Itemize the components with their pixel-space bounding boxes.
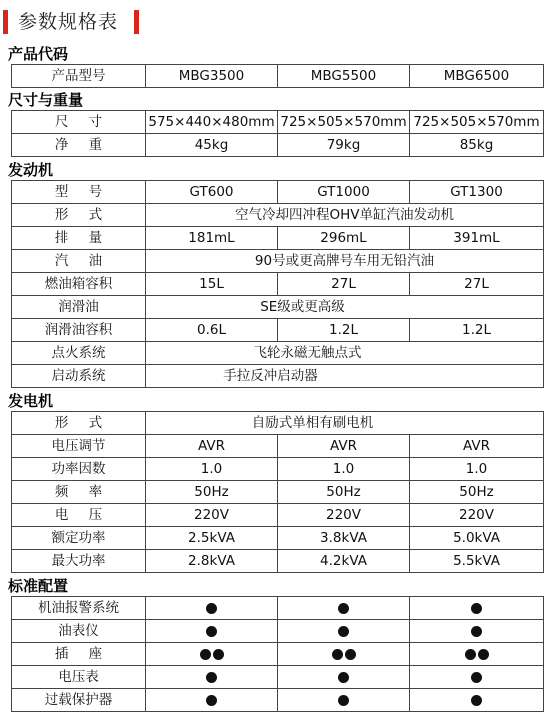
row-label: 点火系统 <box>12 342 146 365</box>
row-label: 过载保护器 <box>12 689 146 712</box>
cell-value: 181mL <box>146 227 278 250</box>
dot-cell <box>410 643 544 666</box>
table-row <box>12 181 544 204</box>
table-row <box>12 342 544 365</box>
filled-dot-icon <box>338 603 349 614</box>
table-row <box>12 689 544 712</box>
table-row <box>12 435 544 458</box>
title-accent-left <box>3 10 8 34</box>
cell-value: 85kg <box>410 134 544 157</box>
cell-value: AVR <box>146 435 278 458</box>
cell-value: 3.8kVA <box>278 527 410 550</box>
cell-value: 50Hz <box>146 481 278 504</box>
row-label: 启动系统 <box>12 365 146 388</box>
table-row <box>12 204 544 227</box>
cell-value: MBG3500 <box>146 65 278 88</box>
dot-cell <box>278 666 410 689</box>
table-row <box>12 527 544 550</box>
row-label: 功率因数 <box>12 458 146 481</box>
cell-value: 391mL <box>410 227 544 250</box>
filled-dot-icon <box>206 626 217 637</box>
table-standard <box>11 596 544 712</box>
filled-dot-icon <box>471 672 482 683</box>
cell-value: 1.0 <box>410 458 544 481</box>
cell-value: 575×440×480mm <box>146 111 278 134</box>
table-row <box>12 643 544 666</box>
row-label: 电压调节 <box>12 435 146 458</box>
cell-value: 220V <box>146 504 278 527</box>
row-label: 产品型号 <box>12 65 146 88</box>
filled-dot-icon <box>478 649 489 660</box>
cell-value: 725×505×570mm <box>278 111 410 134</box>
table-row <box>12 666 544 689</box>
row-label: 排量 <box>12 227 146 250</box>
dot-cell <box>410 689 544 712</box>
cell-value: AVR <box>278 435 410 458</box>
section-generator: 发电机 <box>8 392 54 410</box>
row-label: 燃油箱容积 <box>12 273 146 296</box>
table-generator <box>11 411 544 573</box>
table-row <box>12 458 544 481</box>
cell-value: 220V <box>410 504 544 527</box>
table-row <box>12 504 544 527</box>
table-row <box>12 412 544 435</box>
dot-cell <box>146 597 278 620</box>
cell-value: 2.5kVA <box>146 527 278 550</box>
cell-value: 90号或更高牌号车用无铅汽油 <box>146 250 544 273</box>
dot-cell <box>146 643 278 666</box>
table-product-code <box>11 64 544 88</box>
row-label: 形式 <box>12 412 146 435</box>
filled-dot-icon <box>206 695 217 706</box>
cell-value: SE级或更高级 <box>146 296 544 319</box>
cell-value: 1.2L <box>410 319 544 342</box>
dot-cell <box>410 666 544 689</box>
dot-cell <box>410 597 544 620</box>
row-label: 形式 <box>12 204 146 227</box>
dot-cell <box>278 689 410 712</box>
table-row <box>12 481 544 504</box>
title-bar <box>0 4 554 38</box>
dot-cell <box>278 620 410 643</box>
table-row <box>12 273 544 296</box>
cell-value: 27L <box>410 273 544 296</box>
table-row <box>12 550 544 573</box>
dot-cell <box>146 689 278 712</box>
page-title: 参数规格表 <box>18 11 119 33</box>
dot-cell <box>146 666 278 689</box>
table-row <box>12 365 544 388</box>
table-row <box>12 111 544 134</box>
filled-dot-icon <box>338 695 349 706</box>
filled-dot-icon <box>471 603 482 614</box>
cell-value: 725×505×570mm <box>410 111 544 134</box>
filled-dot-icon <box>338 672 349 683</box>
filled-dot-icon <box>465 649 476 660</box>
cell-value: 50Hz <box>410 481 544 504</box>
table-row <box>12 134 544 157</box>
cell-value: 79kg <box>278 134 410 157</box>
cell-value: GT1000 <box>278 181 410 204</box>
row-label: 机油报警系统 <box>12 597 146 620</box>
dot-cell <box>410 620 544 643</box>
row-label: 润滑油 <box>12 296 146 319</box>
row-label: 型号 <box>12 181 146 204</box>
filled-dot-icon <box>338 626 349 637</box>
table-row <box>12 319 544 342</box>
row-label: 净重 <box>12 134 146 157</box>
cell-value: 1.0 <box>146 458 278 481</box>
cell-value: 空气冷却四冲程OHV单缸汽油发动机 <box>146 204 544 227</box>
cell-value: 45kg <box>146 134 278 157</box>
cell-value: 手拉反冲启动器 <box>146 365 544 388</box>
section-size-weight: 尺寸与重量 <box>8 91 84 109</box>
table-row <box>12 250 544 273</box>
row-label: 电压 <box>12 504 146 527</box>
cell-value: MBG6500 <box>410 65 544 88</box>
filled-dot-icon <box>200 649 211 660</box>
filled-dot-icon <box>471 626 482 637</box>
cell-value: 27L <box>278 273 410 296</box>
filled-dot-icon <box>213 649 224 660</box>
filled-dot-icon <box>332 649 343 660</box>
cell-value: 0.6L <box>146 319 278 342</box>
section-standard: 标准配置 <box>8 577 69 595</box>
cell-value: 飞轮永磁无触点式 <box>146 342 544 365</box>
row-label: 插座 <box>12 643 146 666</box>
filled-dot-icon <box>471 695 482 706</box>
table-size-weight <box>11 110 544 157</box>
table-row <box>12 296 544 319</box>
cell-value: GT1300 <box>410 181 544 204</box>
cell-value: GT600 <box>146 181 278 204</box>
table-row <box>12 65 544 88</box>
cell-value: 1.2L <box>278 319 410 342</box>
row-label: 尺寸 <box>12 111 146 134</box>
cell-value: 5.0kVA <box>410 527 544 550</box>
row-label: 额定功率 <box>12 527 146 550</box>
cell-value: 自励式单相有刷电机 <box>146 412 544 435</box>
row-label: 最大功率 <box>12 550 146 573</box>
cell-value: 5.5kVA <box>410 550 544 573</box>
row-label: 电压表 <box>12 666 146 689</box>
dot-cell <box>146 620 278 643</box>
row-label: 汽油 <box>12 250 146 273</box>
title-accent-right <box>134 10 139 34</box>
filled-dot-icon <box>345 649 356 660</box>
cell-value: 15L <box>146 273 278 296</box>
cell-value: 296mL <box>278 227 410 250</box>
section-engine: 发动机 <box>8 161 54 179</box>
section-product-code: 产品代码 <box>8 45 69 63</box>
cell-value: 1.0 <box>278 458 410 481</box>
dot-cell <box>278 643 410 666</box>
cell-value: 50Hz <box>278 481 410 504</box>
cell-value: AVR <box>410 435 544 458</box>
cell-value: 4.2kVA <box>278 550 410 573</box>
table-row <box>12 597 544 620</box>
dot-cell <box>278 597 410 620</box>
table-row <box>12 620 544 643</box>
table-engine <box>11 180 544 388</box>
row-label: 润滑油容积 <box>12 319 146 342</box>
cell-value: MBG5500 <box>278 65 410 88</box>
row-label: 频率 <box>12 481 146 504</box>
row-label: 油表仪 <box>12 620 146 643</box>
table-row <box>12 227 544 250</box>
filled-dot-icon <box>206 672 217 683</box>
filled-dot-icon <box>206 603 217 614</box>
cell-value: 220V <box>278 504 410 527</box>
cell-value: 2.8kVA <box>146 550 278 573</box>
